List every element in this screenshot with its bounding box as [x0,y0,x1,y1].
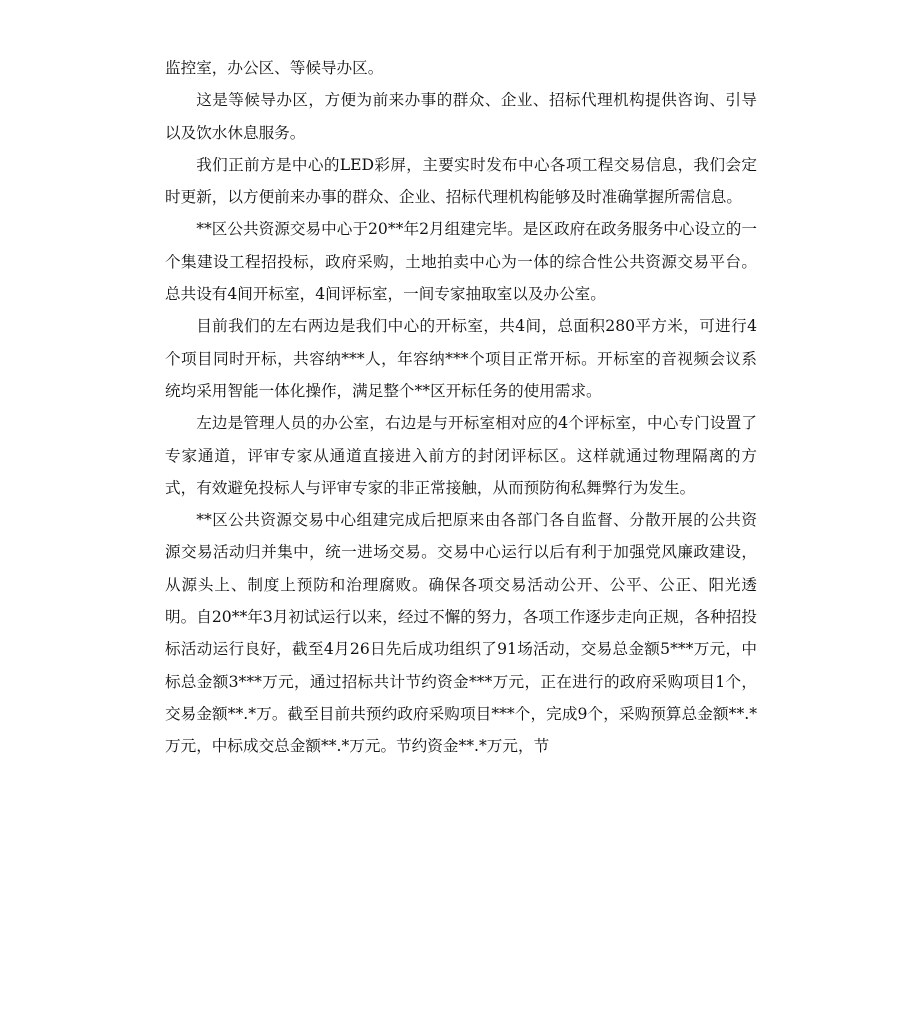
paragraph-2: 这是等候导办区，方便为前来办事的群众、企业、招标代理机构提供咨询、引导以及饮水休息服务。 [165,91,757,142]
paragraph-3: 我们正前方是中心的LED彩屏，主要实时发布中心各项工程交易信息，我们会定时更新，以方便前来办事的群众、企业、招标代理机构能够及时准确掌握所需信息。 [165,155,757,207]
paragraph-6: 左边是管理人员的办公室，右边是与开标室相对应的4个评标室，中心专门设置了专家通道，评审专家从通道直接进入前方的封闭评标区。这样就通过物理隔离的方式，有效避免投标人与评审专家的非正常接触，从而预防徇私舞弊行为发生。 [165,414,757,497]
paragraph-5: 目前我们的左右两边是我们中心的开标室，共4间，总面积280平方米，可进行4个项目同时开标，共容纳***人，年容纳***个项目正常开标。开标室的音视频会议系统均采用智能一体化操作，满足整个**区开标任务的使用需求。 [165,317,757,400]
document-body [165,52,757,763]
paragraph-7: **区公共资源交易中心组建完成后把原来由各部门各自监督、分散开展的公共资源交易活动归并集中，统一进场交易。交易中心运行以后有利于加强党风廉政建设，从源头上、制度上预防和治理腐败。确保各项交易活动公开、公平、公正、阳光透明。自20**年3月初试运行以来，经过不懈的努力，各项工作逐步走向正规，各种招投标活动运行良好，截至4月26日先后成功组织了91场活动，交易总金额5***万元，中标总金额3***万元，通过招标共计节约资金***万元，正在进行的政府采购项目1个，交易金额**.*万。截至目前共预约政府采购项目***个，完成9个，采购预算总金额**.*万元，中标成交总金额**.*万元。节约资金**.*万元，节 [165,511,757,756]
paragraph-1: 监控室，办公区、等候导办区。 [165,59,384,77]
paragraph-4: **区公共资源交易中心于20**年2月组建完毕。是区政府在政务服务中心设立的一个集建设工程招投标，政府采购，土地拍卖中心为一体的综合性公共资源交易平台。总共设有4间开标室，4间评标室，一间专家抽取室以及办公室。 [165,220,757,304]
